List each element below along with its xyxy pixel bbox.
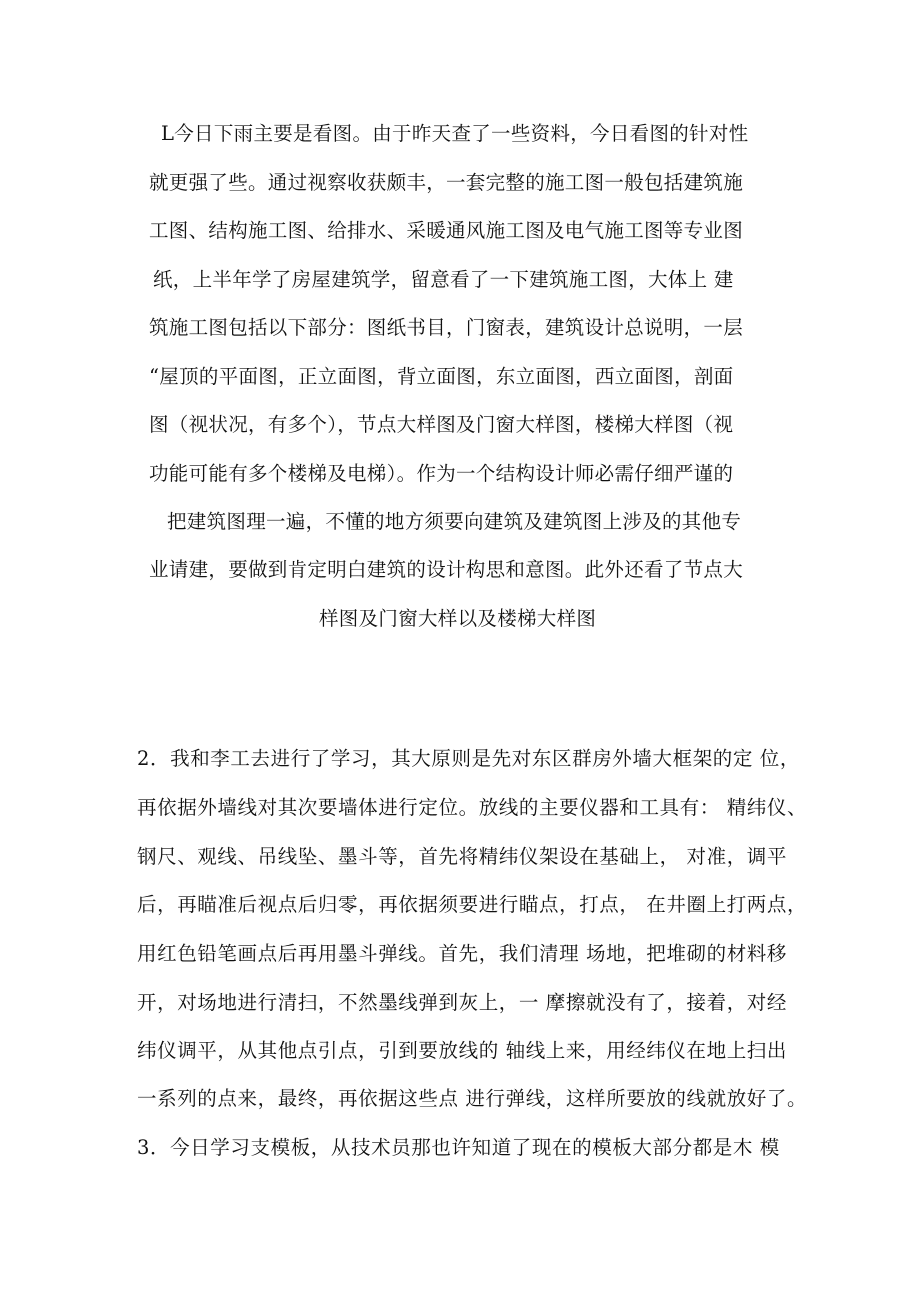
text-line: 就更强了些。通过视察收获颇丰，一套完整的施工图一般包括建筑施	[149, 171, 744, 194]
text-line: 钢尺、观线、吊线坠、墨斗等，首先将精纬仪架设在基础上， 对准，调平	[137, 845, 787, 868]
text-line: 后，再瞄准后视点后归零，再依据须要进行瞄点，打点， 在井圈上打两点，	[137, 893, 808, 916]
text-line: 纬仪调平，从其他点引点，引到要放线的 轴线上来，用经纬仪在地上扫出	[137, 1039, 787, 1062]
text-line: 纸，上半年学了房屋建筑学，留意看了一下建筑施工图，大体上 建	[153, 268, 734, 291]
text-line: 把建筑图理一遍，不懂的地方须要向建筑及建筑图上涉及的其他专	[167, 510, 742, 533]
text-line: 2．我和李工去进行了学习，其大原则是先对东区群房外墙大框架的定 位，	[137, 747, 801, 770]
text-line: 用红色铅笔画点后再用墨斗弹线。首先，我们清理 场地，把堆砌的材料移	[137, 942, 787, 965]
text-line: “屋顶的平面图，正立面图，背立面图，东立面图，西立面图，剖面	[149, 365, 734, 388]
text-line: L今日下雨主要是看图。由于昨天查了一些资料，今日看图的针对性	[161, 122, 749, 145]
text-line: 工图、结构施工图、给排水、采暖通风施工图及电气施工图等专业图	[149, 219, 744, 242]
text-line: 3．今日学习支模板，从技术员那也许知道了现在的模板大部分都是木 模	[137, 1136, 780, 1159]
text-line: 筑施工图包括以下部分：图纸书目，门窗表，建筑设计总说明，一层	[149, 316, 744, 339]
text-line: 样图及门窗大样以及楼梯大样图	[319, 607, 597, 630]
text-line: 一系列的点来，最终，再依据这些点 进行弹线，这样所要放的线就放好了。	[137, 1087, 808, 1110]
text-line: 功能可能有多个楼梯及电梯）。作为一个结构设计师必需仔细严谨的	[149, 462, 734, 485]
text-line: 再依据外墙线对其次要墙体进行定位。放线的主要仪器和工具有： 精纬仪、	[137, 796, 808, 819]
text-line: 业请建，要做到肯定明白建筑的设计构思和意图。此外还看了节点大	[149, 558, 744, 581]
text-line: 图（视状况，有多个），节点大样图及门窗大样图，楼梯大样图（视	[149, 413, 734, 436]
text-line: 开，对场地进行清扫，不然墨线弹到灰上，一 摩擦就没有了，接着，对经	[137, 991, 787, 1014]
